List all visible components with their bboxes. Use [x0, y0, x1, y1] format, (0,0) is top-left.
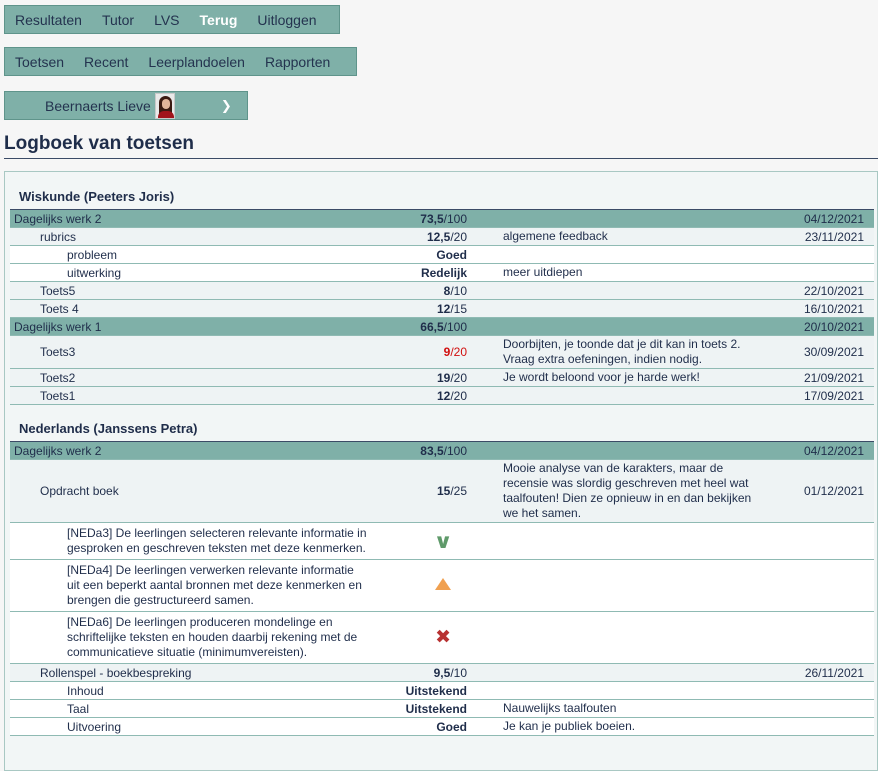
- detail-row: [10, 700, 874, 718]
- row-name: Toets3: [10, 336, 320, 369]
- row-score: [320, 336, 475, 369]
- sub-row: [10, 300, 874, 318]
- row-score: [320, 682, 475, 700]
- row-score: [320, 369, 475, 387]
- goal-text: [NEDa4] De leerlingen verwerken relevante informatie uit een beperkt aantal bronnen met deze kenmerken en brengen die gestructureerd samen.: [67, 563, 362, 607]
- row-feedback: [475, 523, 765, 560]
- row-feedback: [475, 682, 765, 700]
- row-name: Toets5: [10, 282, 320, 300]
- row-date: [765, 682, 874, 700]
- feedback-text: Je kan je publiek boeien.: [503, 719, 636, 733]
- group-row: [10, 318, 874, 336]
- tab-rapporten[interactable]: Rapporten: [264, 53, 331, 70]
- row-name: Toets1: [10, 387, 320, 405]
- row-name: Opdracht boek: [10, 460, 320, 523]
- nav-resultaten-link[interactable]: Resultaten: [15, 11, 82, 28]
- row-score: [320, 664, 475, 682]
- sub-row: [10, 228, 874, 246]
- row-date: 01/12/2021: [765, 460, 874, 523]
- row-name: probleem: [10, 246, 320, 264]
- rating-value: Goed: [436, 247, 467, 262]
- score-value: 19: [436, 370, 451, 385]
- row-score: [320, 282, 475, 300]
- row-date: [765, 612, 874, 664]
- row-date: [765, 264, 874, 282]
- group-row: [10, 210, 874, 228]
- score-max: /100: [443, 443, 467, 458]
- row-date: [765, 246, 874, 264]
- nav-tutor-link[interactable]: Tutor: [101, 11, 135, 28]
- feedback-text: meer uitdiepen: [503, 265, 583, 279]
- score-value: 15: [436, 484, 451, 498]
- row-score: [320, 318, 475, 336]
- row-name: rubrics: [10, 228, 320, 246]
- row-name: Rollenspel - boekbespreking: [10, 664, 320, 682]
- nav-uitloggen-link[interactable]: Uitloggen: [257, 11, 317, 28]
- check-icon: ∨: [433, 530, 453, 553]
- feedback-text: Mooie analyse van de karakters, maar de recensie was slordig geschreven met heel wat taalfouten! Dien ze opnieuw in en dan bekijken we het samen.: [503, 461, 752, 520]
- row-date: 21/09/2021: [765, 369, 874, 387]
- tab-recent[interactable]: Recent: [84, 53, 129, 70]
- row-name: [10, 560, 362, 612]
- row-score: [320, 246, 475, 264]
- row-feedback: [475, 228, 765, 246]
- goal-row: [10, 612, 874, 664]
- row-name: [10, 523, 367, 560]
- row-feedback: [475, 336, 765, 369]
- row-date: [765, 700, 874, 718]
- row-feedback: [475, 246, 765, 264]
- sub-row: [10, 336, 874, 369]
- row-name: Taal: [10, 700, 320, 718]
- row-name: Toets2: [10, 369, 320, 387]
- row-date: [765, 523, 874, 560]
- warning-triangle-icon: [435, 578, 451, 590]
- row-name: Dagelijks werk 2: [10, 442, 320, 460]
- tab-toetsen[interactable]: Toetsen: [15, 53, 65, 70]
- row-name: Dagelijks werk 1: [10, 318, 320, 336]
- row-feedback: [475, 560, 765, 612]
- row-date: 26/11/2021: [765, 664, 874, 682]
- rating-value: Goed: [436, 719, 467, 734]
- row-date: [765, 560, 874, 612]
- row-feedback: [475, 664, 765, 682]
- student-selector[interactable]: [4, 91, 248, 120]
- row-feedback: [475, 612, 765, 664]
- tab-leerplandoelen[interactable]: Leerplandoelen: [148, 53, 245, 70]
- score-value: 83,5: [420, 443, 444, 458]
- detail-row: [10, 246, 874, 264]
- row-score: [320, 300, 475, 318]
- nav-terug-link[interactable]: Terug: [199, 11, 238, 28]
- row-score: [320, 442, 475, 460]
- row-score: [320, 700, 475, 718]
- score-value: 73,5: [420, 211, 444, 226]
- avatar: [155, 93, 175, 119]
- goal-row: [10, 523, 874, 560]
- sub-row: [10, 664, 874, 682]
- score-max: /20: [450, 388, 467, 403]
- sub-row: [10, 387, 874, 405]
- score-max: /15: [450, 301, 467, 316]
- subject-title: Nederlands (Janssens Petra): [19, 421, 198, 436]
- detail-row: [10, 264, 874, 282]
- cross-icon: ✖: [435, 627, 451, 648]
- results-table: [10, 441, 874, 736]
- row-date: 22/10/2021: [765, 282, 874, 300]
- group-row: [10, 442, 874, 460]
- row-date: 30/09/2021: [765, 336, 874, 369]
- chevron-right-icon[interactable]: ❯: [220, 97, 232, 113]
- feedback-text: Doorbijten, je toonde dat je dit kan in toets 2. Vraag extra oefeningen, indien nodig.: [503, 337, 741, 366]
- row-score: [320, 264, 475, 282]
- results-table: [10, 209, 874, 405]
- score-value: 12: [436, 388, 451, 403]
- row-date: 04/12/2021: [765, 210, 874, 228]
- row-date: 16/10/2021: [765, 300, 874, 318]
- row-feedback: [475, 387, 765, 405]
- score-max: /10: [450, 283, 467, 298]
- sub-row: [10, 369, 874, 387]
- score-value: 12: [436, 301, 451, 316]
- student-name: Beernaerts Lieve: [45, 97, 151, 114]
- row-feedback: [475, 300, 765, 318]
- score-max: /20: [450, 345, 467, 359]
- row-name: uitwerking: [10, 264, 320, 282]
- row-date: 20/10/2021: [765, 318, 874, 336]
- score-max: /20: [450, 370, 467, 385]
- row-feedback: [475, 442, 765, 460]
- row-score: [320, 460, 475, 523]
- nav-lvs-link[interactable]: LVS: [154, 11, 180, 28]
- page-title: Logboek van toetsen: [4, 133, 878, 159]
- score-value: 8: [443, 283, 451, 298]
- score-value: 66,5: [420, 319, 444, 334]
- row-score: [320, 210, 475, 228]
- subject-section: [10, 185, 874, 405]
- row-score: [320, 387, 475, 405]
- main-nav-bar: [4, 5, 340, 34]
- score-value: 9: [443, 345, 451, 359]
- subject-title: Wiskunde (Peeters Joris): [19, 189, 175, 204]
- score-max: /100: [443, 319, 467, 334]
- row-feedback: [475, 700, 765, 718]
- sub-nav-bar: [4, 47, 357, 76]
- row-name: Inhoud: [10, 682, 320, 700]
- score-value: 9,5: [433, 665, 451, 680]
- goal-row: [10, 560, 874, 612]
- score-max: /10: [450, 665, 467, 680]
- score-max: /25: [450, 484, 467, 498]
- row-name: Uitvoering: [10, 718, 320, 736]
- row-feedback: [475, 318, 765, 336]
- logbook-panel: [4, 171, 878, 771]
- row-date: 04/12/2021: [765, 442, 874, 460]
- feedback-text: Nauwelijks taalfouten: [503, 701, 617, 715]
- row-feedback: [475, 210, 765, 228]
- detail-row: [10, 682, 874, 700]
- row-feedback: [475, 369, 765, 387]
- rating-value: Redelijk: [420, 265, 467, 280]
- subject-section: [10, 417, 874, 736]
- sub-row: [10, 460, 874, 523]
- row-date: [765, 718, 874, 736]
- row-name: Dagelijks werk 2: [10, 210, 320, 228]
- detail-row: [10, 718, 874, 736]
- row-name: [10, 612, 358, 664]
- score-max: /20: [450, 229, 467, 244]
- row-score: [320, 228, 475, 246]
- rating-value: Uitstekend: [405, 701, 467, 716]
- sub-row: [10, 282, 874, 300]
- row-date: 23/11/2021: [765, 228, 874, 246]
- row-feedback: [475, 460, 765, 523]
- feedback-text: Je wordt beloond voor je harde werk!: [503, 370, 700, 384]
- row-feedback: [475, 282, 765, 300]
- rating-value: Uitstekend: [405, 683, 467, 698]
- goal-text: [NEDa3] De leerlingen selecteren relevante informatie in gesproken en geschreven teksten met deze kenmerken.: [67, 526, 367, 555]
- feedback-text: algemene feedback: [503, 229, 608, 243]
- row-date: 17/09/2021: [765, 387, 874, 405]
- score-max: /100: [443, 211, 467, 226]
- row-feedback: [475, 718, 765, 736]
- goal-text: [NEDa6] De leerlingen produceren mondelinge en schriftelijke teksten en houden daarbij rekening met de communicatieve situatie (minimumvereisten).: [67, 615, 358, 659]
- row-feedback: [475, 264, 765, 282]
- row-score: [320, 718, 475, 736]
- row-name: Toets 4: [10, 300, 320, 318]
- score-value: 12,5: [426, 229, 451, 244]
